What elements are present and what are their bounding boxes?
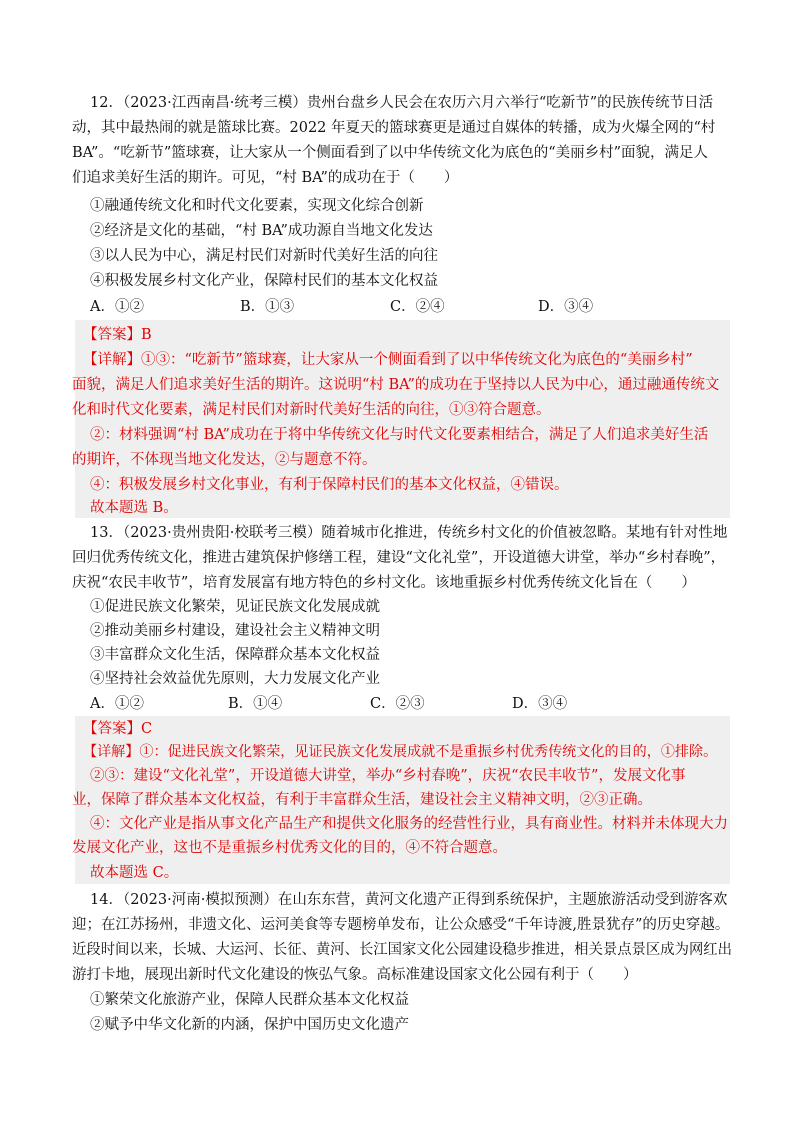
q12-line-1: 12．（2023·江西南昌·统考三模）贵州台盘乡人民会在农历六月六举行“吃新节”的民族传统节日活	[90, 95, 714, 111]
q12-line-4: 们追求美好生活的期许。可见，“村 BA”的成功在于（ ）	[72, 170, 459, 186]
q12-choice-c: C．②④	[390, 299, 445, 315]
q13-answer-key: 【答案】C	[83, 721, 153, 737]
q13-choice-b: B．①④	[228, 696, 283, 712]
q12-choice-b: B．①③	[240, 299, 295, 315]
q13-line-2: 回归优秀传统文化，推进古建筑保护修缮工程，建设“文化礼堂”，开设道德大讲堂，举办“乡村春晚”，	[72, 550, 726, 566]
q13-line-3: 庆祝“农民丰收节”，培育发展富有地方特色的乡村文化。该地重振乡村优秀传统文化旨在（ ）	[72, 575, 696, 591]
q12-analysis-line-7: 故本题选 B。	[90, 500, 178, 516]
q12-choice-a: A．①②	[90, 299, 144, 315]
q13-choice-a: A．①②	[90, 696, 144, 712]
q14-option-1: ①繁荣文化旅游产业，保障人民群众基本文化权益	[90, 992, 409, 1008]
q12-analysis-line-5: 的期许，不体现当地文化发达，②与题意不符。	[72, 452, 377, 468]
q14-line-4: 游打卡地，展现出新时代文化建设的恢弘气象。高标准建设国家文化公园有利于（ ）	[72, 967, 638, 983]
q13-analysis-line-3: 业，保障了群众基本文化权益，有利于丰富群众生活，建设社会主义精神文明，②③正确。	[72, 792, 652, 808]
q13-choice-c: C．②③	[370, 696, 425, 712]
q12-option-4: ④积极发展乡村文化产业，保障村民们的基本文化权益	[90, 273, 438, 289]
q13-option-4: ④坚持社会效益优先原则，大力发展文化产业	[90, 671, 380, 687]
q12-choice-d: D．③④	[538, 299, 594, 315]
q12-option-2: ②经济是文化的基础，“村 BA”成功源自当地文化发达	[90, 223, 433, 239]
q13-option-2: ②推动美丽乡村建设，建设社会主义精神文明	[90, 623, 380, 639]
q12-answer-box	[72, 320, 730, 518]
q13-analysis-line-5: 发展文化产业，这也不是重振乡村优秀文化的目的，④不符合题意。	[72, 840, 507, 856]
q12-option-3: ③以人民为中心，满足村民们对新时代美好生活的向往	[90, 248, 438, 264]
q13-analysis-line-2: ②③：建设“文化礼堂”，开设道德大讲堂，举办“乡村春晚”，庆祝“农民丰收节”，发展文化事	[90, 768, 686, 784]
q13-option-3: ③丰富群众文化生活，保障群众基本文化权益	[90, 647, 380, 663]
q12-analysis-line-3: 化和时代文化要素，满足村民们对新时代美好生活的向往，①③符合题意。	[72, 402, 551, 418]
q13-analysis-line-6: 故本题选 C。	[90, 865, 179, 881]
q13-analysis-line-1: 【详解】①：促进民族文化繁荣，见证民族文化发展成就不是重振乡村优秀传统文化的目的，①排除。	[83, 744, 718, 760]
q14-line-2: 迎；在江苏扬州，非遗文化、运河美食等专题榜单发布，让公众感受“千年诗渡,胜景犹存”的历史穿越。	[72, 917, 730, 933]
q12-line-3: BA”。“吃新节”篮球赛，让大家从一个侧面看到了以中华传统文化为底色的“美丽乡村”面貌，满足人	[72, 145, 709, 161]
q12-analysis-line-6: ④：积极发展乡村文化事业，有利于保障村民们的基本文化权益，④错误。	[90, 477, 569, 493]
q12-option-1: ①融通传统文化和时代文化要素，实现文化综合创新	[90, 198, 424, 214]
q12-analysis-line-1: 【详解】①③：“吃新节”篮球赛，让大家从一个侧面看到了以中华传统文化为底色的“美丽乡村”	[83, 352, 693, 368]
q13-choice-d: D．③④	[512, 696, 568, 712]
q14-line-3: 近段时间以来，长城、大运河、长征、黄河、长江国家文化公园建设稳步推进，相关景点景区成为网红出	[72, 942, 732, 958]
q13-line-1: 13．（2023·贵州贵阳·校联考三模）随着城市化推进，传统乡村文化的价值被忽略。某地有针对性地	[90, 525, 728, 541]
q12-line-2: 动，其中最热闹的就是篮球比赛。2022 年夏天的篮球赛更是通过自媒体的转播，成为火爆全网的“村	[72, 120, 716, 136]
q12-answer-key: 【答案】B	[83, 327, 152, 343]
q13-option-1: ①促进民族文化繁荣，见证民族文化发展成就	[90, 599, 380, 615]
q14-line-1: 14．（2023·河南·模拟预测）在山东东营，黄河文化遗产正得到系统保护，主题旅游活动受到游客欢	[90, 892, 728, 908]
q12-analysis-line-2: 面貌，满足人们追求美好生活的期许。这说明“村 BA”的成功在于坚持以人民为中心，通过融通传统文	[72, 377, 720, 393]
q13-answer-box	[72, 716, 730, 884]
q13-analysis-line-4: ④：文化产业是指从事文化产品生产和提供文化服务的经营性行业，具有商业性。材料并未体现大力	[90, 816, 728, 832]
q14-option-2: ②赋予中华文化新的内涵，保护中国历史文化遗产	[90, 1017, 409, 1033]
q12-analysis-line-4: ②：材料强调“村 BA”成功在于将中华传统文化与时代文化要素相结合，满足了人们追求美好生活	[90, 427, 709, 443]
